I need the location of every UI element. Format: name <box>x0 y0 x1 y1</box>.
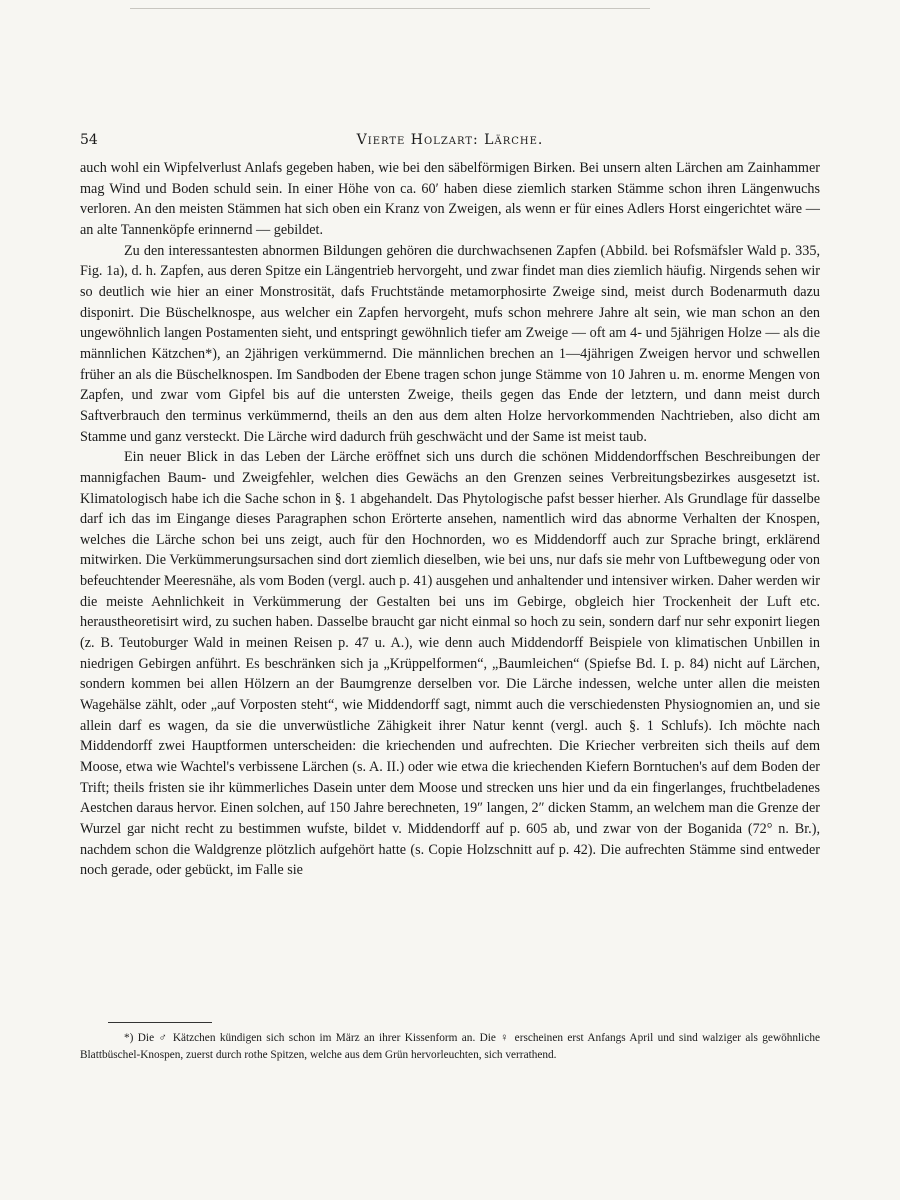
page-header <box>80 132 820 152</box>
paragraph-3: Ein neuer Blick in das Leben der Lärche eröffnet sich uns durch die schönen Middendorffschen Beschreibungen der mannigfachen Baum- und Zweigfehler, welchen dies Gewächs an den Grenzen seines Verbreitungsbezirkes ausgesetzt ist. Klimatologisch habe ich die Sache schon in §. 1 abgehandelt. Das Phytologische pafst besser hierher. Als Grundlage für dasselbe darf ich das im Eingange dieses Paragraphen schon Erörterte ansehen, namentlich wird das abnorme Verhalten der Knospen, welches die Lärche schon bei uns zeigt, auch für den Hochnorden, wo es Middendorff auch zur Sprache bringt, erklärend mitwirken. Die Verkümmerungsursachen sind dort ziemlich dieselben, wie bei uns, nur dafs sie mehr von Luftbewegung oder von befeuchtender Meeresnähe, als vom Boden (vergl. auch p. 41) ausgehen und anhaltender und intensiver wirken. Daher werden wir die meiste Aehnlichkeit in Verkümmerung der Gestalten bei uns im Gebirge, obgleich hier Trockenheit der Luft etc. heraustheoretisirt wird, zu suchen haben. Dasselbe braucht gar nicht einmal so hoch zu sein, sondern darf nur sehr exponirt liegen (z. B. Teutoburger Wald in meinen Reisen p. 47 u. A.), wie denn auch Middendorff Beispiele von klimatischen Unbillen in niedrigen Gebirgen anführt. Es beschränken sich ja „Krüppelformen“, „Baumleichen“ (Spiefse Bd. I. p. 84) nicht auf Lärchen, sondern kommen bei allen Hölzern an der Baumgrenze derselben vor. Die Lärche indessen, welche unter allen die meisten Wagehälse zählt, oder „auf Vorposten steht“, wie Middendorff sagt, nimmt auch die verschiedensten Physiognomien an, und sie allein darf es wagen, da sie die unverwüstliche Zähigkeit ihrer Natur kennt (vergl. auch §. 1 Schlufs). Ich möchte nach Middendorff zwei Hauptformen unterscheiden: die kriechenden und aufrechten. Die Kriecher verbreiten sich theils auf dem Moose, etwa wie Wachtel's verbissene Lärchen (s. A. II.) oder wie etwa die kriechenden Kiefern Borntuchen's auf dem Boden der Trift; theils fristen sie ihr kümmerliches Dasein unter dem Moose und strecken uns hier und da ein fingerlanges, fruchtbeladenes Aestchen daraus hervor. Einen solchen, auf 150 Jahre berechneten, 19″ langen, 2″ dicken Stamm, an welchem man die Grenze der Wurzel gar nicht recht zu bestimmen wufste, bildet v. Middendorff auf p. 605 ab, und zwar von der Boganida (72° n. Br.), nachdem schon die Waldgrenze plötzlich aufgehört hatte (s. Copie Holzschnitt auf p. 42). Die aufrechten Stämme sind entweder noch gerade, oder gebückt, im Falle sie <box>80 449 820 879</box>
scan-edge-line <box>130 8 650 9</box>
page-number: 54 <box>80 132 98 148</box>
paragraph-1: auch wohl ein Wipfelverlust Anlafs gegeben haben, wie bei den säbelförmigen Birken. Bei unsern alten Lärchen am Zainhammer mag Wind und Boden schuld sein. In einer Höhe von ca. 60′ haben diese ziemlich starken Stämme schon ihren Längenwuchs verloren. An den meisten Stämmen hat sich oben ein Kranz von Zweigen, als wenn er für eines Adlers Horst eingerichtet wäre — an alte Tannenköpfe erinnernd — gebildet. <box>80 160 820 238</box>
footnote-rule <box>108 1022 212 1023</box>
footnote: *) Die ♂ Kätzchen kündigen sich schon im März an ihrer Kissenform an. Die ♀ erscheinen erst Anfangs April und sind walziger als gewöhnliche Blattbüschel-Knospen, zuerst durch rothe Spitzen, welche aus dem Grün hervorleuchten, sich verrathend. <box>80 1032 820 1061</box>
paragraph-2: Zu den interessantesten abnormen Bildungen gehören die durchwachsenen Zapfen (Abbild. bei Rofsmäfsler Wald p. 335, Fig. 1a), d. h. Zapfen, aus deren Spitze ein Längentrieb hervorgeht, und zwar findet man dies ziemlich häufig. Nirgends sehen wir so deutlich wie hier an einer Monstrosität, dafs Fruchtstände metamorphosirte Zweige sind, meist durch Bodenarmuth dazu disponirt. Die Büschelknospe, aus welcher ein Zapfen hervorgeht, mufs schon mehrere Jahre alt sein, wie man schon an den ungewöhnlich langen Postamenten sieht, und entspringt gewöhnlich tiefer am Zweige — oft am 4- und 5jährigen Holze — als die männlichen Kätzchen*), an 2jährigen verkümmernd. Die männlichen brechen an 1—4jährigen Zweigen hervor und schwellen früher an als die Büschelknospen. Im Sandboden der Ebene tragen schon junge Stämme von 10 Jahren u. m. enorme Mengen von Zapfen, und zwar vom Gipfel bis auf die untersten Zweige, theils gegen das Ende der letztern, und dann meist durch Saftverbrauch den terminus verkümmernd, theils an den aus dem alten Holze hervorkommenden Nachtrieben, also dicht am Stamme und ganz versteckt. Die Lärche wird dadurch früh geschwächt und der Same ist meist taub. <box>80 242 820 445</box>
running-head: Vierte Holzart: Lärche. <box>356 132 544 148</box>
body-text <box>80 158 820 881</box>
